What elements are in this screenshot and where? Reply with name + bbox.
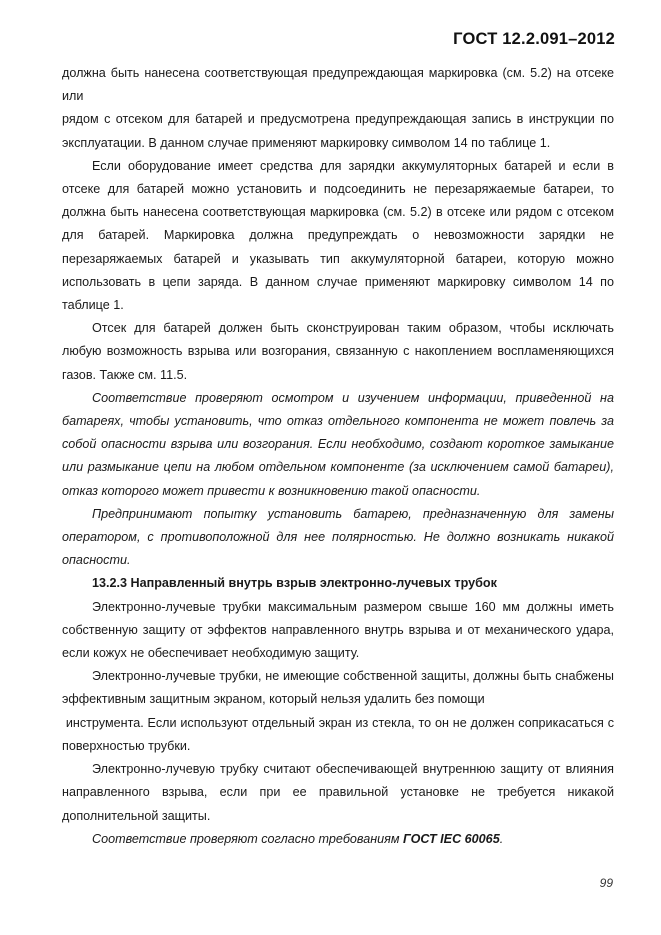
paragraph-battery-compartment: Отсек для батарей должен быть сконструирован таким образом, чтобы исключать любую возможность взрыва или возгорания, связанную с накоплением воспламеняющихся газов. Также см. 11.5. bbox=[62, 321, 614, 382]
standard-reference: ГОСТ IEC 60065 bbox=[403, 831, 500, 846]
compliance-end: . bbox=[499, 831, 504, 846]
paragraph-polarity-test: Предпринимают попытку установить батарею, предназначенную для замены оператором, с противоположной для нее полярностью. Не должно возникать никакой опасности. bbox=[62, 506, 614, 568]
paragraph-crt-intrinsic: Электронно-лучевую трубку считают обеспечивающей внутреннюю защиту от влияния направленного взрыва, если при ее правильной установке не требуется никакой дополнительной защиты. bbox=[62, 762, 614, 823]
page-number: 99 bbox=[599, 876, 613, 890]
paragraph-crt-screen-cont: инструмента. Если используют отдельный экран из стекла, то он не должен соприкасаться с поверхностью трубки. bbox=[62, 715, 618, 753]
paragraph-crt-screen: Электронно-лучевые трубки, не имеющие собственной защиты, должны быть снабжены эффективным защитным экраном, который нельзя удалить без помощи bbox=[62, 669, 614, 707]
paragraph-compliance-reference bbox=[62, 828, 614, 851]
document-body bbox=[62, 62, 618, 851]
paragraph-charging: Если оборудование имеет средства для зарядки аккумуляторных батарей и если в отсеке для батарей можно установить и подсоединить не перезаряжаемые батареи, то должна быть нанесена соответствующая маркировка (см. 5.2) в отсеке или рядом с отсеком для батарей. Маркировка должна предупреждать о невозможности зарядки не перезаряжаемых батарей и указывать тип аккумуляторной батареи, которую можно использовать в цепи заряда. В данном случае применяют маркировку символом 14 по таблице 1. bbox=[62, 158, 614, 313]
paragraph-crt-protection: Электронно-лучевые трубки максимальным размером свыше 160 мм должны иметь собственную защиту от эффектов направленного внутрь взрыва и от механического удара, если кожух не обеспечивает необходимую защиту. bbox=[62, 599, 614, 661]
standard-header: ГОСТ 12.2.091–2012 bbox=[453, 30, 615, 48]
compliance-text: Соответствие проверяют согласно требованиям bbox=[92, 831, 404, 846]
paragraph-continuation-2: рядом с отсеком для батарей и предусмотрена предупреждающая запись в инструкции по эксплуатации. В данном случае применяют маркировку символом 14 по таблице 1. bbox=[62, 112, 614, 150]
paragraph-continuation: должна быть нанесена соответствующая предупреждающая маркировка (см. 5.2) на отсеке или bbox=[62, 66, 614, 104]
section-heading: 13.2.3 Направленный внутрь взрыв электронно-лучевых трубок bbox=[92, 576, 497, 591]
paragraph-compliance-inspection: Соответствие проверяют осмотром и изучением информации, приведенной на батареях, чтобы установить, что отказ отдельного компонента не может повлечь за собой опасности взрыва или возгорания. Если необходимо, создают короткое замыкание или размыкание цепи на любом отдельном компоненте (за исключением самой батареи), отказ которого может привести к возникновению такой опасности. bbox=[62, 390, 614, 498]
